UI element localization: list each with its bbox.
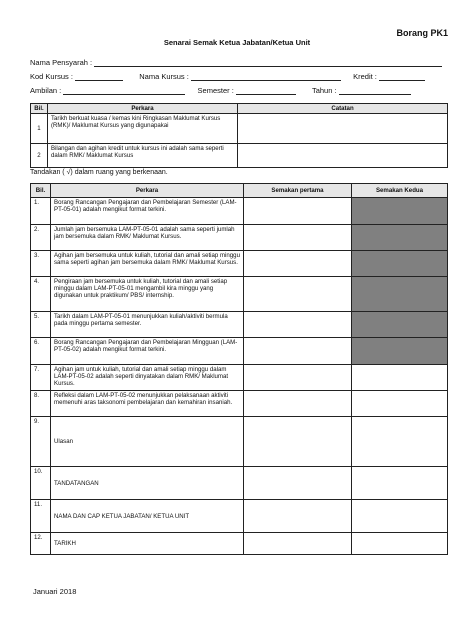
name-stamp-second-cell[interactable] xyxy=(352,500,448,533)
row-number: 11. xyxy=(31,500,51,533)
row-item: Bilangan dan agihan kredit untuk kursus ini adalah sama seperti dalam RMK/ Maklumat Kursus xyxy=(48,144,238,168)
semester-label: Semester : xyxy=(197,86,234,95)
col-header-perkara: Perkara xyxy=(48,104,238,114)
semester-field[interactable] xyxy=(236,86,296,95)
lecturer-name-field[interactable] xyxy=(94,58,442,67)
year-field[interactable] xyxy=(339,86,411,95)
col-header-second-check: Semakan Kedua xyxy=(352,184,448,198)
table-row xyxy=(31,467,448,500)
row-number: 3. xyxy=(31,251,51,277)
form-code: Borang PK1 xyxy=(396,28,448,38)
notes-cell[interactable] xyxy=(238,144,448,168)
second-check-cell-disabled xyxy=(352,338,448,365)
table-row xyxy=(31,198,448,225)
credit-label: Kredit : xyxy=(353,72,377,81)
intake-label: Ambilan : xyxy=(30,86,62,95)
second-check-cell-disabled xyxy=(352,225,448,251)
row-number: 6. xyxy=(31,338,51,365)
col-header-perkara: Perkara xyxy=(51,184,244,198)
col-header-first-check: Semakan pertama xyxy=(244,184,352,198)
date-second-cell[interactable] xyxy=(352,533,448,555)
signature-second-cell[interactable] xyxy=(352,467,448,500)
row-number: 12. xyxy=(31,533,51,555)
col-header-catatan: Catatan xyxy=(238,104,448,114)
lecturer-name-line xyxy=(30,58,442,67)
notes-cell[interactable] xyxy=(238,114,448,144)
course-line xyxy=(30,72,425,81)
row-item: Borang Rancangan Pengajaran dan Pembelajaran Mingguan (LAM-PT-05-02) adalah mengikut format terkini. xyxy=(51,338,244,365)
signature-label: TANDATANGAN xyxy=(51,467,244,500)
table-row xyxy=(31,251,448,277)
table-row xyxy=(31,114,448,144)
row-item: Agihan jam bersemuka untuk kuliah, tutorial dan amali setiap minggu sama seperti agihan jam bersemuka dalam RMK/ Maklumat Kursus. xyxy=(51,251,244,277)
table-row xyxy=(31,365,448,391)
form-title: Senarai Semak Ketua Jabatan/Ketua Unit xyxy=(163,38,311,47)
row-number: 10. xyxy=(31,467,51,500)
first-check-cell[interactable] xyxy=(244,312,352,338)
table-row xyxy=(31,500,448,533)
signature-first-cell[interactable] xyxy=(244,467,352,500)
lecturer-name-label: Nama Pensyarah : xyxy=(30,58,93,67)
second-check-cell-disabled xyxy=(352,251,448,277)
second-check-cell[interactable] xyxy=(352,365,448,391)
table-row xyxy=(31,312,448,338)
row-number: 7. xyxy=(31,365,51,391)
table-row xyxy=(31,144,448,168)
intake-line xyxy=(30,86,411,95)
credit-field[interactable] xyxy=(379,72,425,81)
name-stamp-first-cell[interactable] xyxy=(244,500,352,533)
row-item: Jumlah jam bersemuka LAM-PT-05-01 adalah sama seperti jumlah jam bersemuka dalam RMK/ Maklumat Kursus. xyxy=(51,225,244,251)
row-item: Pengiraan jam bersemuka untuk kuliah, tutorial dan amali setiap minggu dalam LAM-PT-05-01 mengambil kira minggu yang digunakan untuk praktikum/ PBS/ internship. xyxy=(51,277,244,312)
col-header-bil: Bil. xyxy=(31,104,48,114)
table-row xyxy=(31,391,448,417)
row-number: 2 xyxy=(31,144,48,168)
row-item: Agihan jam untuk kuliah, tutorial dan amali setiap minggu dalam LAM-PT-05-02 adalah seperti dinyatakan dalam RMK/ Maklumat Kursus. xyxy=(51,365,244,391)
remarks-second-cell[interactable] xyxy=(352,417,448,467)
footer-date: Januari 2018 xyxy=(33,587,77,596)
remarks-label: Ulasan xyxy=(51,417,244,467)
row-number: 1 xyxy=(31,114,48,144)
second-check-cell-disabled xyxy=(352,277,448,312)
table-row xyxy=(31,277,448,312)
first-check-cell[interactable] xyxy=(244,277,352,312)
name-stamp-label: NAMA DAN CAP KETUA JABATAN/ KETUA UNIT xyxy=(51,500,244,533)
first-check-cell[interactable] xyxy=(244,225,352,251)
second-check-cell-disabled xyxy=(352,198,448,225)
row-number: 4. xyxy=(31,277,51,312)
course-name-field[interactable] xyxy=(191,72,341,81)
row-item: Tarikh dalam LAM-PT-05-01 menunjukkan kuliah/aktiviti bermula pada minggu pertama semester. xyxy=(51,312,244,338)
checklist-table-review xyxy=(30,183,448,555)
row-number: 8. xyxy=(31,391,51,417)
table-row xyxy=(31,225,448,251)
row-item: Tarikh berkuat kuasa / kemas kini Ringkasan Maklumat Kursus (RMK)/ Maklumat Kursus yang digunapakai xyxy=(48,114,238,144)
row-number: 1. xyxy=(31,198,51,225)
row-number: 2. xyxy=(31,225,51,251)
first-check-cell[interactable] xyxy=(244,391,352,417)
row-number: 5. xyxy=(31,312,51,338)
course-code-label: Kod Kursus : xyxy=(30,72,73,81)
year-label: Tahun : xyxy=(311,86,337,95)
intake-field[interactable] xyxy=(63,86,185,95)
instruction-note: Tandakan ( √) dalam ruang yang berkenaan. xyxy=(30,169,168,176)
table-row xyxy=(31,417,448,467)
row-number: 9. xyxy=(31,417,51,467)
table-row xyxy=(31,338,448,365)
second-check-cell-disabled xyxy=(352,312,448,338)
first-check-cell[interactable] xyxy=(244,198,352,225)
second-check-cell[interactable] xyxy=(352,391,448,417)
remarks-first-cell[interactable] xyxy=(244,417,352,467)
first-check-cell[interactable] xyxy=(244,365,352,391)
course-name-label: Nama Kursus : xyxy=(139,72,189,81)
date-first-cell[interactable] xyxy=(244,533,352,555)
checklist-table-rmk xyxy=(30,103,448,168)
first-check-cell[interactable] xyxy=(244,251,352,277)
row-item: Refleksi dalam LAM-PT-05-02 menunjukkan pelaksanaan aktiviti memenuhi aras taksonomi pembelajaran dan kemahiran insaniah. xyxy=(51,391,244,417)
row-item: Borang Rancangan Pengajaran dan Pembelajaran Semester (LAM-PT-05-01) adalah mengikut format terkini. xyxy=(51,198,244,225)
course-code-field[interactable] xyxy=(75,72,123,81)
col-header-bil: Bil. xyxy=(31,184,51,198)
table-row xyxy=(31,533,448,555)
first-check-cell[interactable] xyxy=(244,338,352,365)
date-label: TARIKH xyxy=(51,533,244,555)
